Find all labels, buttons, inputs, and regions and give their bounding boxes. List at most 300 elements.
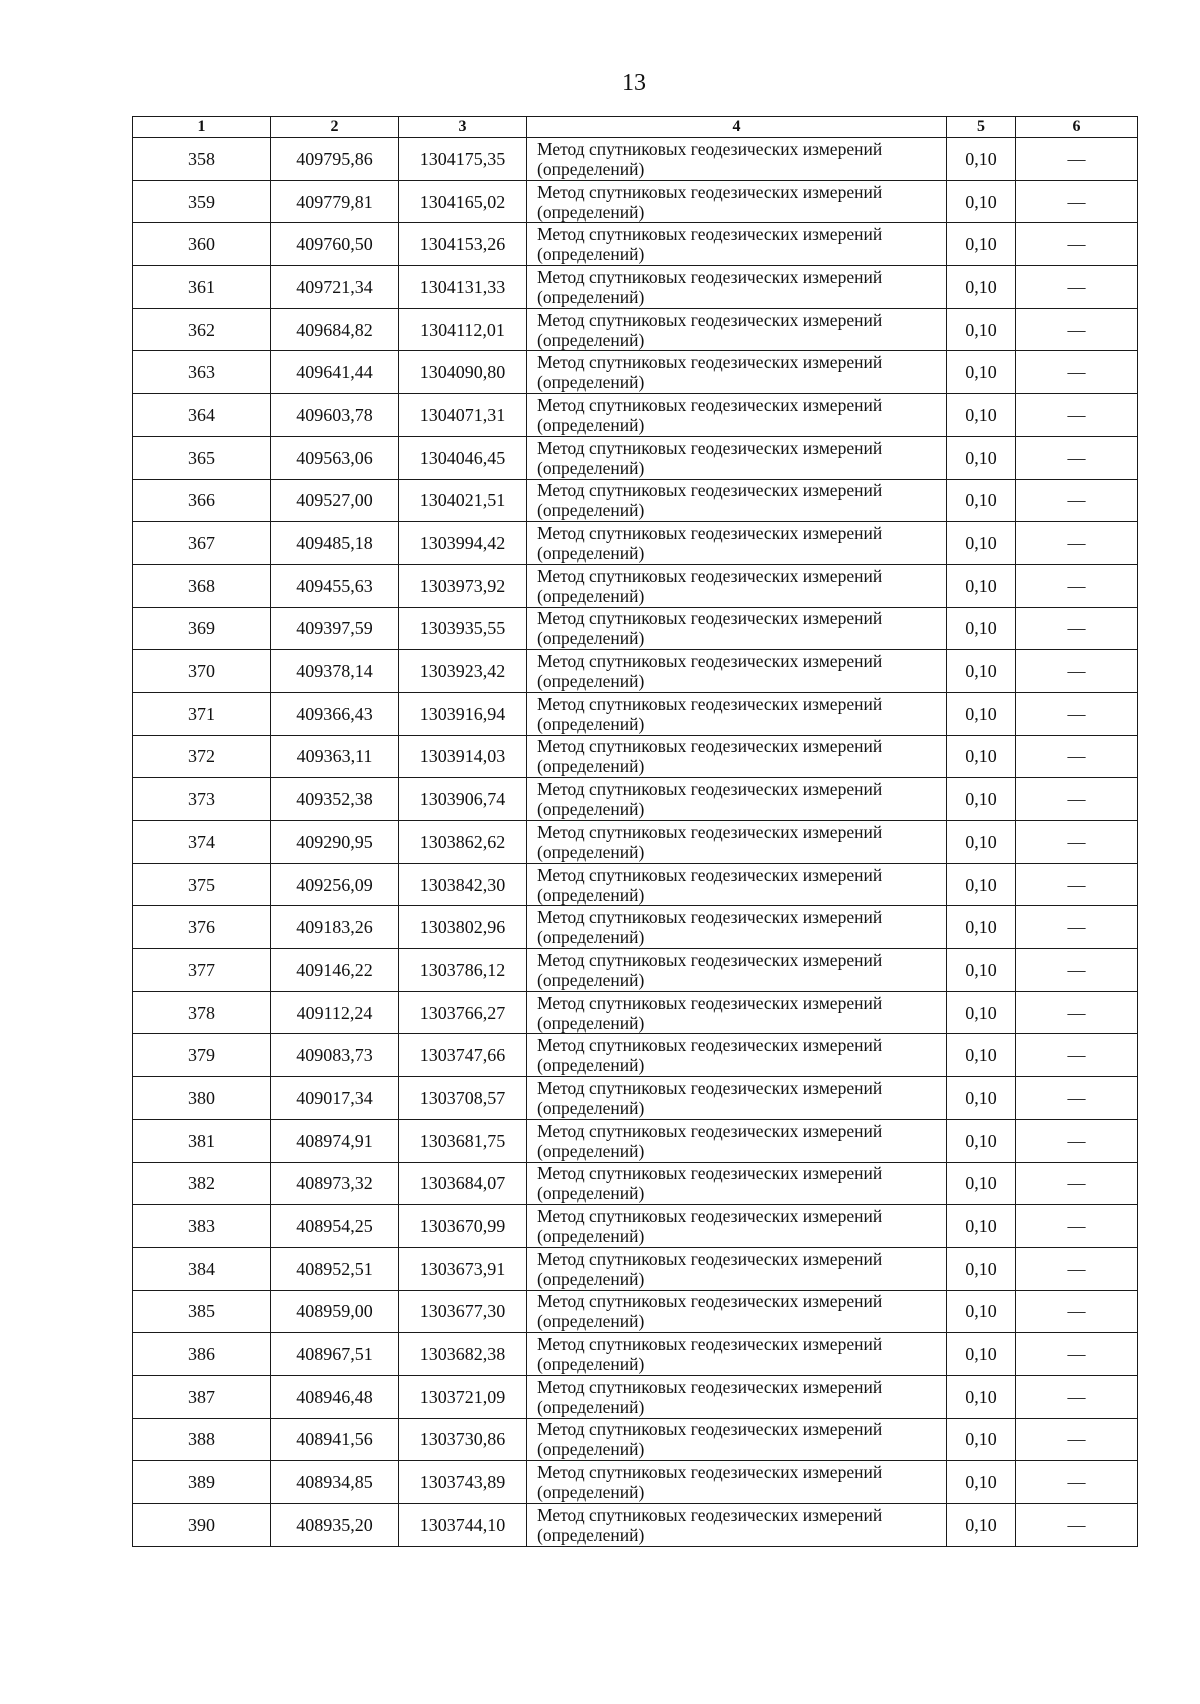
method-description <box>527 949 947 992</box>
method-line-1: Метод спутниковых геодезических измерений <box>537 480 883 501</box>
coordinate-x: 409083,73 <box>271 1034 399 1077</box>
table-row <box>133 949 1138 992</box>
method-line-2: (определений) <box>537 158 645 179</box>
accuracy-value: 0,10 <box>947 1333 1016 1376</box>
coordinate-y: 1303677,30 <box>399 1290 527 1333</box>
method-line-2: (определений) <box>537 1524 645 1545</box>
method-description <box>527 607 947 650</box>
note-value: — <box>1016 351 1138 394</box>
method-line-2: (определений) <box>537 1482 645 1503</box>
method-line-2: (определений) <box>537 884 645 905</box>
method-line-1: Метод спутниковых геодезических измерений <box>537 523 883 544</box>
table-header-row <box>133 117 1138 138</box>
method-description <box>527 1333 947 1376</box>
coordinate-x: 409721,34 <box>271 266 399 309</box>
coordinate-x: 409017,34 <box>271 1077 399 1120</box>
accuracy-value: 0,10 <box>947 564 1016 607</box>
accuracy-value: 0,10 <box>947 394 1016 437</box>
accuracy-value: 0,10 <box>947 1162 1016 1205</box>
table-row <box>133 564 1138 607</box>
coordinate-x: 408935,20 <box>271 1504 399 1547</box>
point-number: 365 <box>133 436 271 479</box>
coordinate-y: 1303916,94 <box>399 692 527 735</box>
point-number: 377 <box>133 949 271 992</box>
method-line-1: Метод спутниковых геодезических измерений <box>537 1163 883 1184</box>
method-line-2: (определений) <box>537 1311 645 1332</box>
point-number: 387 <box>133 1375 271 1418</box>
table-row <box>133 1119 1138 1162</box>
note-value: — <box>1016 479 1138 522</box>
method-line-2: (определений) <box>537 201 645 222</box>
table-row <box>133 1205 1138 1248</box>
table-row <box>133 1162 1138 1205</box>
coordinate-x: 408959,00 <box>271 1290 399 1333</box>
method-line-1: Метод спутниковых геодезических измерений <box>537 1291 883 1312</box>
table-row <box>133 863 1138 906</box>
coordinate-x: 409527,00 <box>271 479 399 522</box>
coordinate-y: 1303786,12 <box>399 949 527 992</box>
table-body <box>133 138 1138 1547</box>
note-value: — <box>1016 266 1138 309</box>
method-line-2: (определений) <box>537 756 645 777</box>
method-line-2: (определений) <box>537 543 645 564</box>
method-description <box>527 1119 947 1162</box>
coordinate-y: 1303670,99 <box>399 1205 527 1248</box>
point-number: 385 <box>133 1290 271 1333</box>
accuracy-value: 0,10 <box>947 351 1016 394</box>
point-number: 378 <box>133 991 271 1034</box>
method-description <box>527 735 947 778</box>
method-line-1: Метод спутниковых геодезических измерений <box>537 224 883 245</box>
coordinate-x: 408954,25 <box>271 1205 399 1248</box>
method-description <box>527 351 947 394</box>
point-number: 360 <box>133 223 271 266</box>
coordinate-y: 1303673,91 <box>399 1247 527 1290</box>
accuracy-value: 0,10 <box>947 778 1016 821</box>
method-line-2: (определений) <box>537 969 645 990</box>
coordinate-y: 1303973,92 <box>399 564 527 607</box>
method-line-1: Метод спутниковых геодезических измерений <box>537 266 883 287</box>
table-row <box>133 1504 1138 1547</box>
table-row <box>133 351 1138 394</box>
accuracy-value: 0,10 <box>947 1504 1016 1547</box>
method-description <box>527 266 947 309</box>
method-line-1: Метод спутниковых геодезических измерений <box>537 949 883 970</box>
accuracy-value: 0,10 <box>947 479 1016 522</box>
coordinate-x: 408946,48 <box>271 1375 399 1418</box>
method-line-2: (определений) <box>537 713 645 734</box>
accuracy-value: 0,10 <box>947 1119 1016 1162</box>
table-row <box>133 991 1138 1034</box>
method-description <box>527 436 947 479</box>
method-line-2: (определений) <box>537 1226 645 1247</box>
method-description <box>527 906 947 949</box>
method-description <box>527 991 947 1034</box>
method-line-1: Метод спутниковых геодезических измерений <box>537 352 883 373</box>
coordinate-y: 1304175,35 <box>399 138 527 181</box>
method-line-1: Метод спутниковых геодезических измерений <box>537 821 883 842</box>
coordinate-x: 408941,56 <box>271 1418 399 1461</box>
point-number: 358 <box>133 138 271 181</box>
coordinate-x: 409641,44 <box>271 351 399 394</box>
note-value: — <box>1016 1418 1138 1461</box>
point-number: 374 <box>133 821 271 864</box>
method-description <box>527 821 947 864</box>
method-line-1: Метод спутниковых геодезических измерений <box>537 1248 883 1269</box>
page-number: 13 <box>622 70 646 96</box>
point-number: 372 <box>133 735 271 778</box>
method-description <box>527 394 947 437</box>
point-number: 381 <box>133 1119 271 1162</box>
coordinate-x: 408974,91 <box>271 1119 399 1162</box>
coordinate-x: 408934,85 <box>271 1461 399 1504</box>
point-number: 362 <box>133 308 271 351</box>
coordinate-x: 409352,38 <box>271 778 399 821</box>
column-header-5: 5 <box>947 117 1016 138</box>
coordinate-y: 1303708,57 <box>399 1077 527 1120</box>
accuracy-value: 0,10 <box>947 223 1016 266</box>
note-value: — <box>1016 821 1138 864</box>
accuracy-value: 0,10 <box>947 1375 1016 1418</box>
table-row <box>133 394 1138 437</box>
coordinate-y: 1303730,86 <box>399 1418 527 1461</box>
coordinate-y: 1303923,42 <box>399 650 527 693</box>
coordinate-y: 1304046,45 <box>399 436 527 479</box>
accuracy-value: 0,10 <box>947 1418 1016 1461</box>
point-number: 369 <box>133 607 271 650</box>
table-row <box>133 223 1138 266</box>
note-value: — <box>1016 1504 1138 1547</box>
method-line-2: (определений) <box>537 671 645 692</box>
note-value: — <box>1016 650 1138 693</box>
table-row <box>133 1333 1138 1376</box>
method-line-2: (определений) <box>537 585 645 606</box>
method-description <box>527 650 947 693</box>
point-number: 370 <box>133 650 271 693</box>
note-value: — <box>1016 436 1138 479</box>
accuracy-value: 0,10 <box>947 692 1016 735</box>
coordinate-x: 408952,51 <box>271 1247 399 1290</box>
table-row <box>133 1375 1138 1418</box>
point-number: 379 <box>133 1034 271 1077</box>
accuracy-value: 0,10 <box>947 735 1016 778</box>
method-line-2: (определений) <box>537 1055 645 1076</box>
coordinate-x: 409397,59 <box>271 607 399 650</box>
coordinate-x: 409366,43 <box>271 692 399 735</box>
method-line-1: Метод спутниковых геодезических измерений <box>537 1462 883 1483</box>
note-value: — <box>1016 1162 1138 1205</box>
coordinate-y: 1303766,27 <box>399 991 527 1034</box>
point-number: 380 <box>133 1077 271 1120</box>
accuracy-value: 0,10 <box>947 522 1016 565</box>
method-line-2: (определений) <box>537 628 645 649</box>
accuracy-value: 0,10 <box>947 1034 1016 1077</box>
method-line-2: (определений) <box>537 1439 645 1460</box>
note-value: — <box>1016 692 1138 735</box>
point-number: 366 <box>133 479 271 522</box>
method-line-1: Метод спутниковых геодезических измерений <box>537 1206 883 1227</box>
table-row <box>133 1290 1138 1333</box>
method-line-2: (определений) <box>537 1396 645 1417</box>
note-value: — <box>1016 1205 1138 1248</box>
method-line-1: Метод спутниковых геодезических измерений <box>537 1419 883 1440</box>
method-line-2: (определений) <box>537 1097 645 1118</box>
method-line-2: (определений) <box>537 457 645 478</box>
table-row <box>133 778 1138 821</box>
coordinate-x: 409795,86 <box>271 138 399 181</box>
method-line-2: (определений) <box>537 500 645 521</box>
coordinate-x: 409256,09 <box>271 863 399 906</box>
note-value: — <box>1016 223 1138 266</box>
point-number: 388 <box>133 1418 271 1461</box>
method-line-1: Метод спутниковых геодезических измерений <box>537 181 883 202</box>
accuracy-value: 0,10 <box>947 266 1016 309</box>
method-description <box>527 1162 947 1205</box>
coordinate-y: 1303935,55 <box>399 607 527 650</box>
note-value: — <box>1016 138 1138 181</box>
method-line-1: Метод спутниковых геодезических измерений <box>537 1035 883 1056</box>
method-description <box>527 1077 947 1120</box>
method-line-1: Метод спутниковых геодезических измерений <box>537 779 883 800</box>
note-value: — <box>1016 735 1138 778</box>
point-number: 359 <box>133 180 271 223</box>
table-row <box>133 1247 1138 1290</box>
table-row <box>133 607 1138 650</box>
method-description <box>527 1461 947 1504</box>
column-header-2: 2 <box>271 117 399 138</box>
method-line-2: (определений) <box>537 244 645 265</box>
method-line-2: (определений) <box>537 1354 645 1375</box>
coordinate-x: 409485,18 <box>271 522 399 565</box>
coordinate-y: 1303914,03 <box>399 735 527 778</box>
coordinate-y: 1303743,89 <box>399 1461 527 1504</box>
point-number: 389 <box>133 1461 271 1504</box>
table-row <box>133 308 1138 351</box>
accuracy-value: 0,10 <box>947 1290 1016 1333</box>
method-line-1: Метод спутниковых геодезических измерений <box>537 992 883 1013</box>
method-line-1: Метод спутниковых геодезических измерений <box>537 1334 883 1355</box>
coordinate-x: 409760,50 <box>271 223 399 266</box>
method-description <box>527 223 947 266</box>
method-line-1: Метод спутниковых геодезических измерений <box>537 1376 883 1397</box>
coordinate-x: 408973,32 <box>271 1162 399 1205</box>
method-description <box>527 308 947 351</box>
coordinate-y: 1303747,66 <box>399 1034 527 1077</box>
method-description <box>527 1375 947 1418</box>
coordinate-y: 1303744,10 <box>399 1504 527 1547</box>
method-line-1: Метод спутниковых геодезических измерений <box>537 138 883 159</box>
method-line-2: (определений) <box>537 286 645 307</box>
note-value: — <box>1016 1119 1138 1162</box>
method-line-1: Метод спутниковых геодезических измерений <box>537 1504 883 1525</box>
coordinate-x: 408967,51 <box>271 1333 399 1376</box>
table-row <box>133 436 1138 479</box>
method-description <box>527 522 947 565</box>
method-line-2: (определений) <box>537 1268 645 1289</box>
column-header-3: 3 <box>399 117 527 138</box>
accuracy-value: 0,10 <box>947 1461 1016 1504</box>
coordinate-x: 409183,26 <box>271 906 399 949</box>
note-value: — <box>1016 1333 1138 1376</box>
table-row <box>133 522 1138 565</box>
column-header-6: 6 <box>1016 117 1138 138</box>
note-value: — <box>1016 1290 1138 1333</box>
coordinate-x: 409779,81 <box>271 180 399 223</box>
method-description <box>527 692 947 735</box>
table-row <box>133 479 1138 522</box>
accuracy-value: 0,10 <box>947 1077 1016 1120</box>
coordinate-y: 1303906,74 <box>399 778 527 821</box>
accuracy-value: 0,10 <box>947 308 1016 351</box>
note-value: — <box>1016 1375 1138 1418</box>
note-value: — <box>1016 394 1138 437</box>
note-value: — <box>1016 1247 1138 1290</box>
method-line-1: Метод спутниковых геодезических измерений <box>537 437 883 458</box>
accuracy-value: 0,10 <box>947 1247 1016 1290</box>
method-line-1: Метод спутниковых геодезических измерений <box>537 394 883 415</box>
coordinate-y: 1304131,33 <box>399 266 527 309</box>
method-line-1: Метод спутниковых геодезических измерений <box>537 309 883 330</box>
note-value: — <box>1016 1461 1138 1504</box>
method-line-1: Метод спутниковых геодезических измерений <box>537 651 883 672</box>
accuracy-value: 0,10 <box>947 436 1016 479</box>
table-row <box>133 1461 1138 1504</box>
point-number: 375 <box>133 863 271 906</box>
accuracy-value: 0,10 <box>947 138 1016 181</box>
coordinate-y: 1303684,07 <box>399 1162 527 1205</box>
coordinate-x: 409146,22 <box>271 949 399 992</box>
note-value: — <box>1016 564 1138 607</box>
point-number: 383 <box>133 1205 271 1248</box>
coordinate-y: 1303862,62 <box>399 821 527 864</box>
coordinate-x: 409455,63 <box>271 564 399 607</box>
note-value: — <box>1016 1077 1138 1120</box>
table-row <box>133 138 1138 181</box>
table-row <box>133 1418 1138 1461</box>
method-line-2: (определений) <box>537 329 645 350</box>
point-number: 386 <box>133 1333 271 1376</box>
coordinate-x: 409378,14 <box>271 650 399 693</box>
accuracy-value: 0,10 <box>947 863 1016 906</box>
accuracy-value: 0,10 <box>947 991 1016 1034</box>
coordinate-y: 1304090,80 <box>399 351 527 394</box>
coordinate-y: 1304165,02 <box>399 180 527 223</box>
point-number: 364 <box>133 394 271 437</box>
table-row <box>133 906 1138 949</box>
note-value: — <box>1016 308 1138 351</box>
coordinate-x: 409684,82 <box>271 308 399 351</box>
note-value: — <box>1016 863 1138 906</box>
coordinate-y: 1304153,26 <box>399 223 527 266</box>
coordinate-x: 409563,06 <box>271 436 399 479</box>
point-number: 371 <box>133 692 271 735</box>
accuracy-value: 0,10 <box>947 949 1016 992</box>
point-number: 373 <box>133 778 271 821</box>
coordinate-x: 409363,11 <box>271 735 399 778</box>
method-line-2: (определений) <box>537 799 645 820</box>
method-description <box>527 1504 947 1547</box>
note-value: — <box>1016 180 1138 223</box>
note-value: — <box>1016 1034 1138 1077</box>
method-line-2: (определений) <box>537 1140 645 1161</box>
point-number: 363 <box>133 351 271 394</box>
table-row <box>133 650 1138 693</box>
method-line-1: Метод спутниковых геодезических измерений <box>537 736 883 757</box>
method-line-1: Метод спутниковых геодезических измерений <box>537 864 883 885</box>
method-line-2: (определений) <box>537 372 645 393</box>
table-row <box>133 821 1138 864</box>
coordinate-x: 409290,95 <box>271 821 399 864</box>
coordinate-y: 1303682,38 <box>399 1333 527 1376</box>
table-row <box>133 1077 1138 1120</box>
point-number: 376 <box>133 906 271 949</box>
method-line-1: Метод спутниковых геодезических измерений <box>537 1077 883 1098</box>
method-line-2: (определений) <box>537 927 645 948</box>
note-value: — <box>1016 991 1138 1034</box>
method-description <box>527 180 947 223</box>
accuracy-value: 0,10 <box>947 821 1016 864</box>
note-value: — <box>1016 949 1138 992</box>
method-description <box>527 479 947 522</box>
method-description <box>527 1290 947 1333</box>
method-description <box>527 1247 947 1290</box>
method-line-1: Метод спутниковых геодезических измерений <box>537 565 883 586</box>
method-line-1: Метод спутниковых геодезических измерений <box>537 608 883 629</box>
table-row <box>133 180 1138 223</box>
table-row <box>133 266 1138 309</box>
accuracy-value: 0,10 <box>947 180 1016 223</box>
method-line-2: (определений) <box>537 1012 645 1033</box>
method-description <box>527 863 947 906</box>
column-header-4: 4 <box>527 117 947 138</box>
method-description <box>527 1418 947 1461</box>
coordinate-y: 1304071,31 <box>399 394 527 437</box>
point-number: 382 <box>133 1162 271 1205</box>
point-number: 384 <box>133 1247 271 1290</box>
accuracy-value: 0,10 <box>947 906 1016 949</box>
method-description <box>527 138 947 181</box>
method-line-2: (определений) <box>537 414 645 435</box>
coordinate-y: 1303681,75 <box>399 1119 527 1162</box>
table-row <box>133 692 1138 735</box>
coordinate-y: 1304112,01 <box>399 308 527 351</box>
method-description <box>527 1205 947 1248</box>
coordinate-x: 409603,78 <box>271 394 399 437</box>
method-line-1: Метод спутниковых геодезических измерений <box>537 1120 883 1141</box>
method-line-2: (определений) <box>537 841 645 862</box>
accuracy-value: 0,10 <box>947 1205 1016 1248</box>
note-value: — <box>1016 522 1138 565</box>
method-description <box>527 1034 947 1077</box>
method-description <box>527 564 947 607</box>
note-value: — <box>1016 607 1138 650</box>
note-value: — <box>1016 778 1138 821</box>
column-header-1: 1 <box>133 117 271 138</box>
table-row <box>133 735 1138 778</box>
point-number: 361 <box>133 266 271 309</box>
coordinate-y: 1303721,09 <box>399 1375 527 1418</box>
method-line-1: Метод спутниковых геодезических измерений <box>537 693 883 714</box>
note-value: — <box>1016 906 1138 949</box>
point-number: 367 <box>133 522 271 565</box>
method-description <box>527 778 947 821</box>
table-row <box>133 1034 1138 1077</box>
accuracy-value: 0,10 <box>947 650 1016 693</box>
coordinate-y: 1304021,51 <box>399 479 527 522</box>
point-number: 368 <box>133 564 271 607</box>
coordinate-x: 409112,24 <box>271 991 399 1034</box>
coordinates-table <box>132 116 1138 1547</box>
